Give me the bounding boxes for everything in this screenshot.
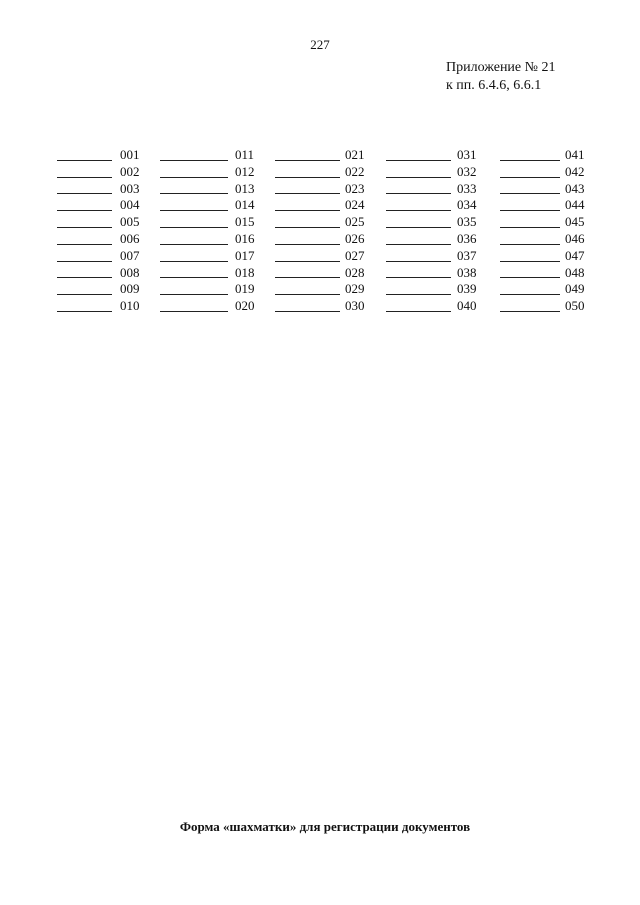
appendix-clauses: к пп. 6.4.6, 6.6.1 [446, 78, 542, 93]
entry-blank-line [160, 294, 228, 295]
entry-number: 003 [120, 180, 140, 196]
register-row [57, 248, 167, 265]
register-row [160, 181, 270, 198]
entry-blank-line [500, 277, 560, 278]
entry-number: 007 [120, 247, 140, 263]
entry-number: 025 [345, 214, 365, 230]
entry-blank-line [57, 193, 112, 194]
register-row [500, 214, 610, 231]
entry-blank-line [275, 311, 340, 312]
entry-blank-line [275, 193, 340, 194]
entry-number: 032 [457, 163, 477, 179]
entry-blank-line [160, 193, 228, 194]
register-row [160, 231, 270, 248]
register-row [57, 265, 167, 282]
entry-blank-line [500, 193, 560, 194]
register-row [386, 147, 496, 164]
entry-blank-line [57, 210, 112, 211]
register-row [57, 298, 167, 315]
entry-number: 041 [565, 147, 585, 162]
entry-blank-line [386, 193, 451, 194]
entry-number: 043 [565, 180, 585, 196]
entry-blank-line [160, 261, 228, 262]
entry-number: 028 [345, 264, 365, 280]
register-row [275, 265, 385, 282]
entry-blank-line [57, 177, 112, 178]
entry-blank-line [275, 177, 340, 178]
entry-number: 026 [345, 230, 365, 246]
entry-blank-line [57, 244, 112, 245]
entry-number: 011 [235, 147, 255, 162]
register-row [275, 281, 385, 298]
entry-number: 044 [565, 197, 585, 213]
page-number: 227 [310, 37, 330, 52]
entry-number: 023 [345, 180, 365, 196]
entry-blank-line [500, 210, 560, 211]
register-row [275, 181, 385, 198]
entry-number: 009 [120, 281, 140, 297]
entry-blank-line [386, 277, 451, 278]
register-row [500, 147, 610, 164]
register-column [160, 147, 270, 315]
entry-number: 018 [235, 264, 255, 280]
entry-number: 031 [457, 147, 477, 162]
entry-number: 046 [565, 230, 585, 246]
entry-blank-line [160, 227, 228, 228]
entry-blank-line [500, 227, 560, 228]
entry-blank-line [160, 311, 228, 312]
entry-number: 039 [457, 281, 477, 297]
entry-number: 045 [565, 214, 585, 230]
entry-number: 038 [457, 264, 477, 280]
entry-blank-line [500, 244, 560, 245]
entry-number: 006 [120, 230, 140, 246]
entry-blank-line [386, 294, 451, 295]
register-row [386, 248, 496, 265]
register-row [386, 281, 496, 298]
entry-blank-line [386, 227, 451, 228]
entry-blank-line [57, 227, 112, 228]
entry-blank-line [386, 311, 451, 312]
register-row [275, 248, 385, 265]
entry-blank-line [57, 261, 112, 262]
entry-number: 027 [345, 247, 365, 263]
entry-blank-line [275, 160, 340, 161]
entry-number: 005 [120, 214, 140, 230]
entry-number: 034 [457, 197, 477, 213]
entry-blank-line [500, 261, 560, 262]
entry-number: 050 [565, 298, 585, 314]
entry-blank-line [386, 244, 451, 245]
entry-number: 035 [457, 214, 477, 230]
entry-blank-line [275, 294, 340, 295]
register-column [386, 147, 496, 315]
entry-number: 036 [457, 230, 477, 246]
entry-number: 048 [565, 264, 585, 280]
entry-blank-line [160, 160, 228, 161]
entry-number: 049 [565, 281, 585, 297]
entry-blank-line [386, 261, 451, 262]
register-row [386, 197, 496, 214]
entry-number: 040 [457, 298, 477, 314]
register-row [160, 147, 270, 164]
register-row [275, 298, 385, 315]
entry-blank-line [500, 311, 560, 312]
entry-blank-line [57, 277, 112, 278]
entry-blank-line [57, 160, 112, 161]
register-row [160, 214, 270, 231]
entry-number: 010 [120, 298, 140, 314]
entry-blank-line [160, 177, 228, 178]
register-row [275, 164, 385, 181]
register-row [160, 197, 270, 214]
entry-number: 015 [235, 214, 255, 230]
entry-number: 016 [235, 230, 255, 246]
register-row [386, 231, 496, 248]
entry-blank-line [386, 210, 451, 211]
entry-blank-line [275, 261, 340, 262]
entry-blank-line [386, 177, 451, 178]
register-row [500, 231, 610, 248]
register-row [160, 164, 270, 181]
entry-number: 020 [235, 298, 255, 314]
register-row [57, 231, 167, 248]
form-title: Форма «шахматки» для регистрации документов [179, 819, 471, 834]
register-row [275, 147, 385, 164]
register-row [500, 164, 610, 181]
entry-blank-line [160, 244, 228, 245]
register-row [386, 181, 496, 198]
entry-blank-line [500, 160, 560, 161]
entry-number: 014 [235, 197, 255, 213]
appendix-title: Приложение № 21 [446, 60, 556, 75]
register-row [386, 265, 496, 282]
entry-blank-line [500, 294, 560, 295]
register-row [57, 214, 167, 231]
register-row [386, 298, 496, 315]
register-row [500, 265, 610, 282]
entry-blank-line [275, 277, 340, 278]
registration-grid [0, 147, 640, 317]
entry-number: 002 [120, 163, 140, 179]
appendix-reference [446, 59, 556, 95]
register-row [160, 281, 270, 298]
register-row [160, 298, 270, 315]
register-row [275, 214, 385, 231]
entry-number: 021 [345, 147, 365, 162]
entry-number: 042 [565, 163, 585, 179]
register-row [57, 281, 167, 298]
register-row [160, 248, 270, 265]
entry-blank-line [160, 210, 228, 211]
entry-number: 008 [120, 264, 140, 280]
entry-blank-line [275, 244, 340, 245]
entry-number: 037 [457, 247, 477, 263]
entry-number: 001 [120, 147, 140, 162]
register-column [57, 147, 167, 315]
entry-blank-line [386, 160, 451, 161]
register-row [57, 164, 167, 181]
register-row [386, 214, 496, 231]
register-row [500, 298, 610, 315]
register-row [500, 197, 610, 214]
register-row [500, 248, 610, 265]
entry-number: 047 [565, 247, 585, 263]
entry-blank-line [275, 227, 340, 228]
entry-number: 013 [235, 180, 255, 196]
register-row [386, 164, 496, 181]
register-row [275, 231, 385, 248]
entry-number: 029 [345, 281, 365, 297]
entry-blank-line [275, 210, 340, 211]
entry-blank-line [57, 311, 112, 312]
register-row [160, 265, 270, 282]
entry-number: 017 [235, 247, 255, 263]
register-row [275, 197, 385, 214]
register-row [500, 181, 610, 198]
register-column [275, 147, 385, 315]
register-row [57, 197, 167, 214]
entry-number: 033 [457, 180, 477, 196]
entry-number: 019 [235, 281, 255, 297]
register-column [500, 147, 610, 315]
entry-number: 012 [235, 163, 255, 179]
entry-blank-line [57, 294, 112, 295]
entry-blank-line [160, 277, 228, 278]
entry-number: 022 [345, 163, 365, 179]
entry-number: 030 [345, 298, 365, 314]
entry-number: 024 [345, 197, 365, 213]
entry-number: 004 [120, 197, 140, 213]
register-row [500, 281, 610, 298]
register-row [57, 147, 167, 164]
register-row [57, 181, 167, 198]
entry-blank-line [500, 177, 560, 178]
